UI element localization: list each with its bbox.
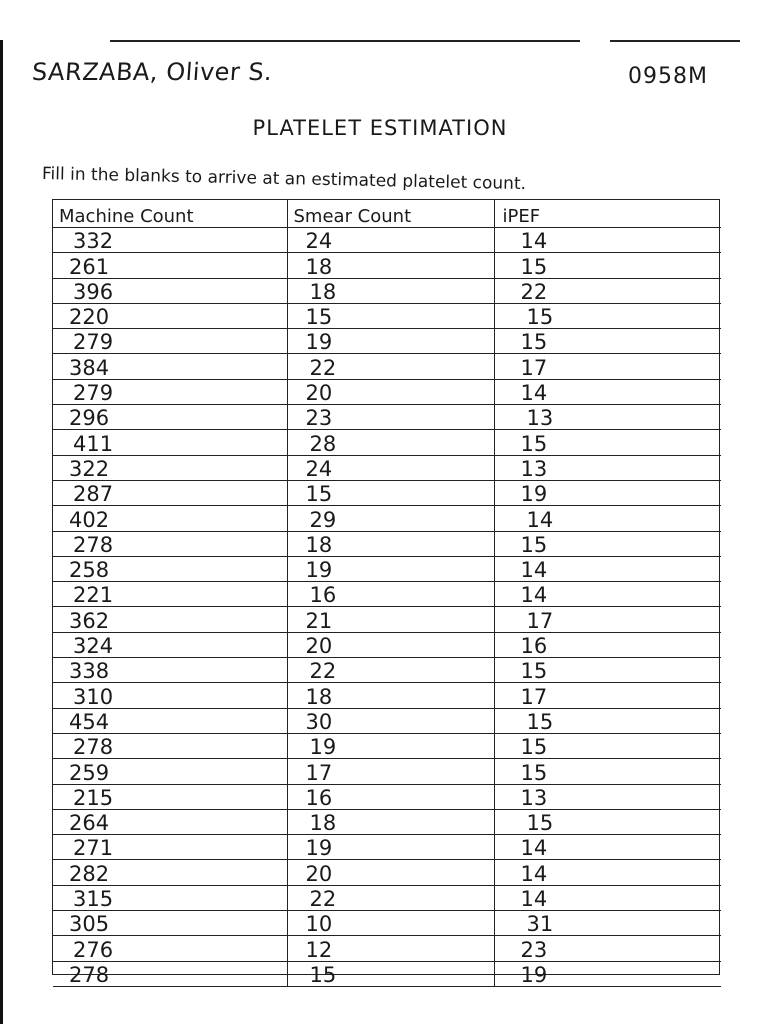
- smear-count-cell: 10: [287, 911, 494, 936]
- smear-count-cell: 19: [287, 835, 494, 860]
- ipef-cell: 15: [494, 329, 721, 354]
- ipef-cell: 13: [494, 784, 721, 809]
- machine-count-cell: 305: [53, 911, 287, 936]
- table-row: [53, 860, 721, 885]
- smear-count-cell: 15: [287, 961, 494, 986]
- table-row: [53, 885, 721, 910]
- smear-count-cell: 18: [287, 809, 494, 834]
- machine-count-cell: 384: [53, 354, 287, 379]
- smear-count-cell: 22: [287, 658, 494, 683]
- machine-count-cell: 220: [53, 303, 287, 328]
- smear-count-cell: 15: [287, 303, 494, 328]
- smear-count-cell: 16: [287, 582, 494, 607]
- smear-count-cell: 22: [287, 354, 494, 379]
- ipef-cell: 13: [494, 455, 721, 480]
- smear-count-cell: 18: [287, 531, 494, 556]
- ipef-cell: 14: [494, 835, 721, 860]
- machine-count-cell: 454: [53, 708, 287, 733]
- smear-count-cell: 20: [287, 860, 494, 885]
- machine-count-cell: 282: [53, 860, 287, 885]
- smear-count-cell: 30: [287, 708, 494, 733]
- machine-count-cell: 259: [53, 759, 287, 784]
- smear-count-cell: 17: [287, 759, 494, 784]
- machine-count-cell: 362: [53, 607, 287, 632]
- ipef-cell: 15: [494, 658, 721, 683]
- table-row: [53, 480, 721, 505]
- smear-count-cell: 28: [287, 430, 494, 455]
- machine-count-cell: 338: [53, 658, 287, 683]
- ipef-cell: 31: [494, 911, 721, 936]
- smear-count-cell: 12: [287, 936, 494, 961]
- table-row: [53, 556, 721, 581]
- table-row: [53, 911, 721, 936]
- table-row: [53, 329, 721, 354]
- table-row: [53, 607, 721, 632]
- machine-count-cell: 279: [53, 329, 287, 354]
- machine-count-cell: 287: [53, 480, 287, 505]
- ipef-cell: 22: [494, 278, 721, 303]
- table-row: [53, 733, 721, 758]
- ipef-cell: 14: [494, 228, 721, 253]
- col-header-machine-count: Machine Count: [53, 200, 287, 228]
- machine-count-cell: 315: [53, 885, 287, 910]
- table-row: [53, 784, 721, 809]
- table-row: [53, 582, 721, 607]
- machine-count-cell: 271: [53, 835, 287, 860]
- ipef-cell: 14: [494, 582, 721, 607]
- machine-count-cell: 258: [53, 556, 287, 581]
- table-row: [53, 835, 721, 860]
- table-row: [53, 253, 721, 278]
- table-row: [53, 708, 721, 733]
- ipef-cell: 15: [494, 253, 721, 278]
- platelet-table-frame: [52, 199, 720, 987]
- student-code: 0958M: [628, 64, 708, 89]
- smear-count-cell: 24: [287, 455, 494, 480]
- machine-count-cell: 215: [53, 784, 287, 809]
- smear-count-cell: 19: [287, 329, 494, 354]
- ipef-cell: 14: [494, 379, 721, 404]
- table-row: [53, 354, 721, 379]
- ipef-cell: 19: [494, 480, 721, 505]
- smear-count-cell: 19: [287, 733, 494, 758]
- machine-count-cell: 278: [53, 961, 287, 986]
- platelet-table: [53, 200, 721, 987]
- smear-count-cell: 22: [287, 885, 494, 910]
- ipef-cell: 14: [494, 506, 721, 531]
- ipef-cell: 14: [494, 885, 721, 910]
- page-edge: [0, 40, 3, 1024]
- table-row: [53, 531, 721, 556]
- smear-count-cell: 23: [287, 405, 494, 430]
- table-row: [53, 658, 721, 683]
- smear-count-cell: 19: [287, 556, 494, 581]
- smear-count-cell: 29: [287, 506, 494, 531]
- machine-count-cell: 402: [53, 506, 287, 531]
- table-row: [53, 303, 721, 328]
- table-row: [53, 379, 721, 404]
- ipef-cell: 15: [494, 759, 721, 784]
- smear-count-cell: 18: [287, 683, 494, 708]
- ipef-cell: 17: [494, 354, 721, 379]
- table-row: [53, 455, 721, 480]
- table-row: [53, 405, 721, 430]
- ipef-cell: 15: [494, 430, 721, 455]
- machine-count-cell: 310: [53, 683, 287, 708]
- ipef-cell: 15: [494, 303, 721, 328]
- table-row: [53, 683, 721, 708]
- ipef-cell: 17: [494, 683, 721, 708]
- machine-count-cell: 276: [53, 936, 287, 961]
- ipef-cell: 15: [494, 531, 721, 556]
- smear-count-cell: 24: [287, 228, 494, 253]
- instructions: Fill in the blanks to arrive at an estimated platelet count.: [41, 164, 527, 195]
- smear-count-cell: 21: [287, 607, 494, 632]
- col-header-smear-count: Smear Count: [287, 200, 494, 228]
- machine-count-cell: 324: [53, 632, 287, 657]
- machine-count-cell: 221: [53, 582, 287, 607]
- smear-count-cell: 18: [287, 278, 494, 303]
- ipef-cell: 16: [494, 632, 721, 657]
- ipef-cell: 17: [494, 607, 721, 632]
- machine-count-cell: 411: [53, 430, 287, 455]
- table-body: [53, 228, 721, 987]
- ipef-cell: 14: [494, 556, 721, 581]
- table-row: [53, 506, 721, 531]
- smear-count-cell: 15: [287, 480, 494, 505]
- ipef-cell: 15: [494, 809, 721, 834]
- table-row: [53, 936, 721, 961]
- smear-count-cell: 20: [287, 632, 494, 657]
- table-row: [53, 632, 721, 657]
- table-row: [53, 278, 721, 303]
- ipef-cell: 23: [494, 936, 721, 961]
- machine-count-cell: 279: [53, 379, 287, 404]
- table-row: [53, 809, 721, 834]
- table-row: [53, 430, 721, 455]
- table-row: [53, 759, 721, 784]
- machine-count-cell: 396: [53, 278, 287, 303]
- machine-count-cell: 261: [53, 253, 287, 278]
- ipef-cell: 13: [494, 405, 721, 430]
- smear-count-cell: 20: [287, 379, 494, 404]
- machine-count-cell: 322: [53, 455, 287, 480]
- page-title: PLATELET ESTIMATION: [252, 116, 508, 140]
- ipef-cell: 15: [494, 733, 721, 758]
- machine-count-cell: 332: [53, 228, 287, 253]
- smear-count-cell: 18: [287, 253, 494, 278]
- smear-count-cell: 16: [287, 784, 494, 809]
- ipef-cell: 14: [494, 860, 721, 885]
- col-header-ipef: iPEF: [494, 200, 721, 228]
- ipef-cell: 15: [494, 708, 721, 733]
- machine-count-cell: 296: [53, 405, 287, 430]
- machine-count-cell: 264: [53, 809, 287, 834]
- student-name: SARZABA, Oliver S.: [31, 58, 274, 86]
- table-header-row: [53, 200, 721, 228]
- table-row: [53, 228, 721, 253]
- machine-count-cell: 278: [53, 733, 287, 758]
- machine-count-cell: 278: [53, 531, 287, 556]
- ipef-cell: 19: [494, 961, 721, 986]
- table-row: [53, 961, 721, 986]
